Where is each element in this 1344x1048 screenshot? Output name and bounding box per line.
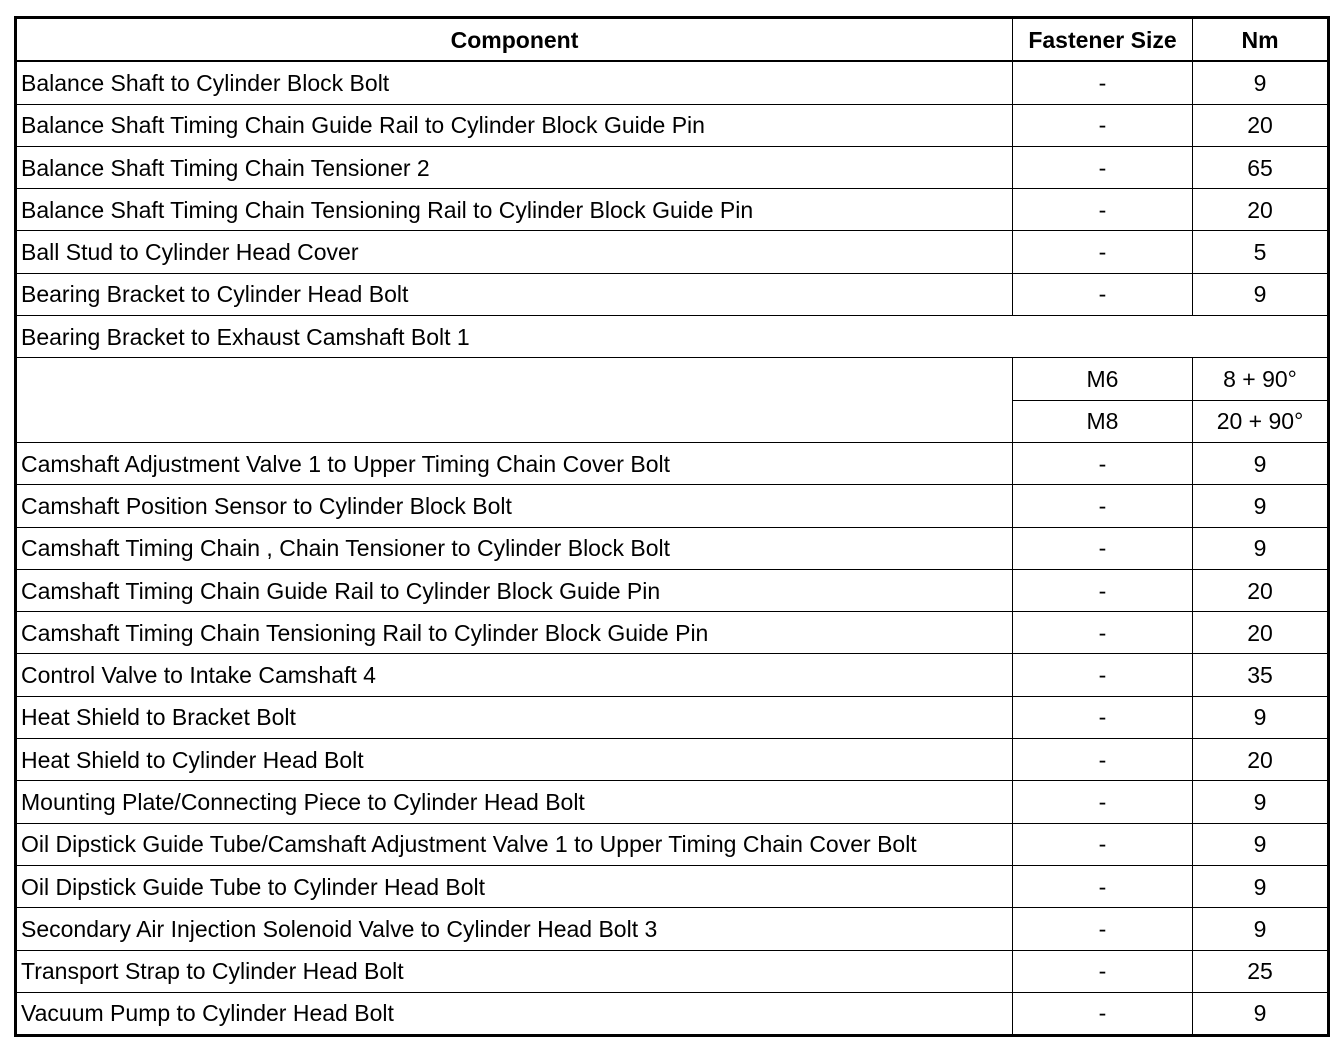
table-row <box>16 61 1329 104</box>
table-row <box>16 654 1329 696</box>
table-row <box>16 739 1329 781</box>
table-row <box>16 231 1329 273</box>
table-row <box>16 992 1329 1035</box>
table-row <box>16 781 1329 823</box>
fastener-size-cell: - <box>1013 950 1193 992</box>
component-cell: Camshaft Timing Chain , Chain Tensioner to Cylinder Block Bolt <box>16 527 1013 569</box>
torque-nm-cell: 9 <box>1193 696 1329 738</box>
torque-nm-cell: 20 <box>1193 612 1329 654</box>
fastener-size-cell: - <box>1013 865 1193 907</box>
component-cell: Control Valve to Intake Camshaft 4 <box>16 654 1013 696</box>
fastener-size-cell: - <box>1013 231 1193 273</box>
torque-nm-cell: 8 + 90° <box>1193 358 1329 400</box>
torque-nm-cell: 20 <box>1193 569 1329 611</box>
torque-nm-cell: 65 <box>1193 146 1329 188</box>
component-cell: Ball Stud to Cylinder Head Cover <box>16 231 1013 273</box>
torque-nm-cell: 9 <box>1193 908 1329 950</box>
component-cell: Heat Shield to Bracket Bolt <box>16 696 1013 738</box>
fastener-size-cell: - <box>1013 146 1193 188</box>
torque-nm-cell: 9 <box>1193 527 1329 569</box>
table-row <box>16 696 1329 738</box>
torque-nm-cell: 9 <box>1193 992 1329 1035</box>
torque-nm-cell: 9 <box>1193 273 1329 315</box>
fastener-size-cell: M6 <box>1013 358 1193 400</box>
torque-nm-cell: 20 + 90° <box>1193 400 1329 442</box>
fastener-size-cell: - <box>1013 612 1193 654</box>
fastener-size-cell: - <box>1013 823 1193 865</box>
component-cell: Heat Shield to Cylinder Head Bolt <box>16 739 1013 781</box>
fastener-size-cell: - <box>1013 273 1193 315</box>
component-cell: Balance Shaft Timing Chain Tensioning Rail to Cylinder Block Guide Pin <box>16 189 1013 231</box>
torque-nm-cell: 25 <box>1193 950 1329 992</box>
fastener-size-cell: - <box>1013 781 1193 823</box>
fastener-size-cell: - <box>1013 992 1193 1035</box>
component-cell: Secondary Air Injection Solenoid Valve to Cylinder Head Bolt 3 <box>16 908 1013 950</box>
table-row <box>16 146 1329 188</box>
table-row <box>16 950 1329 992</box>
table-row-section <box>16 316 1329 358</box>
table-row <box>16 865 1329 907</box>
fastener-size-cell: M8 <box>1013 400 1193 442</box>
column-header-nm: Nm <box>1193 18 1329 62</box>
table-row <box>16 189 1329 231</box>
table-row <box>16 273 1329 315</box>
torque-nm-cell: 9 <box>1193 61 1329 104</box>
fastener-size-cell: - <box>1013 739 1193 781</box>
component-cell-empty <box>16 358 1013 443</box>
component-cell: Camshaft Timing Chain Tensioning Rail to Cylinder Block Guide Pin <box>16 612 1013 654</box>
table-row <box>16 612 1329 654</box>
torque-nm-cell: 9 <box>1193 485 1329 527</box>
torque-nm-cell: 20 <box>1193 189 1329 231</box>
torque-nm-cell: 35 <box>1193 654 1329 696</box>
component-cell: Oil Dipstick Guide Tube/Camshaft Adjustment Valve 1 to Upper Timing Chain Cover Bolt <box>16 823 1013 865</box>
table-row-subitem <box>16 358 1329 400</box>
component-cell: Mounting Plate/Connecting Piece to Cylinder Head Bolt <box>16 781 1013 823</box>
torque-nm-cell: 9 <box>1193 442 1329 484</box>
table-row <box>16 104 1329 146</box>
fastener-size-cell: - <box>1013 654 1193 696</box>
table-row <box>16 823 1329 865</box>
component-cell: Balance Shaft Timing Chain Tensioner 2 <box>16 146 1013 188</box>
table-row <box>16 442 1329 484</box>
torque-nm-cell: 20 <box>1193 104 1329 146</box>
section-heading-cell: Bearing Bracket to Exhaust Camshaft Bolt 1 <box>16 316 1329 358</box>
component-cell: Bearing Bracket to Cylinder Head Bolt <box>16 273 1013 315</box>
table-row <box>16 908 1329 950</box>
component-cell: Balance Shaft Timing Chain Guide Rail to Cylinder Block Guide Pin <box>16 104 1013 146</box>
torque-nm-cell: 20 <box>1193 739 1329 781</box>
column-header-component: Component <box>16 18 1013 62</box>
fastener-size-cell: - <box>1013 61 1193 104</box>
component-cell: Transport Strap to Cylinder Head Bolt <box>16 950 1013 992</box>
fastener-size-cell: - <box>1013 485 1193 527</box>
component-cell: Camshaft Timing Chain Guide Rail to Cylinder Block Guide Pin <box>16 569 1013 611</box>
component-cell: Camshaft Adjustment Valve 1 to Upper Timing Chain Cover Bolt <box>16 442 1013 484</box>
torque-nm-cell: 9 <box>1193 781 1329 823</box>
table-header-row <box>16 18 1329 62</box>
column-header-fastener-size: Fastener Size <box>1013 18 1193 62</box>
torque-spec-table <box>14 16 1330 1037</box>
table-row <box>16 569 1329 611</box>
fastener-size-cell: - <box>1013 442 1193 484</box>
fastener-size-cell: - <box>1013 569 1193 611</box>
component-cell: Vacuum Pump to Cylinder Head Bolt <box>16 992 1013 1035</box>
component-cell: Oil Dipstick Guide Tube to Cylinder Head Bolt <box>16 865 1013 907</box>
fastener-size-cell: - <box>1013 696 1193 738</box>
fastener-size-cell: - <box>1013 189 1193 231</box>
component-cell: Balance Shaft to Cylinder Block Bolt <box>16 61 1013 104</box>
torque-nm-cell: 9 <box>1193 865 1329 907</box>
fastener-size-cell: - <box>1013 527 1193 569</box>
table-row <box>16 485 1329 527</box>
fastener-size-cell: - <box>1013 908 1193 950</box>
torque-nm-cell: 5 <box>1193 231 1329 273</box>
torque-nm-cell: 9 <box>1193 823 1329 865</box>
component-cell: Camshaft Position Sensor to Cylinder Block Bolt <box>16 485 1013 527</box>
table-row <box>16 527 1329 569</box>
fastener-size-cell: - <box>1013 104 1193 146</box>
